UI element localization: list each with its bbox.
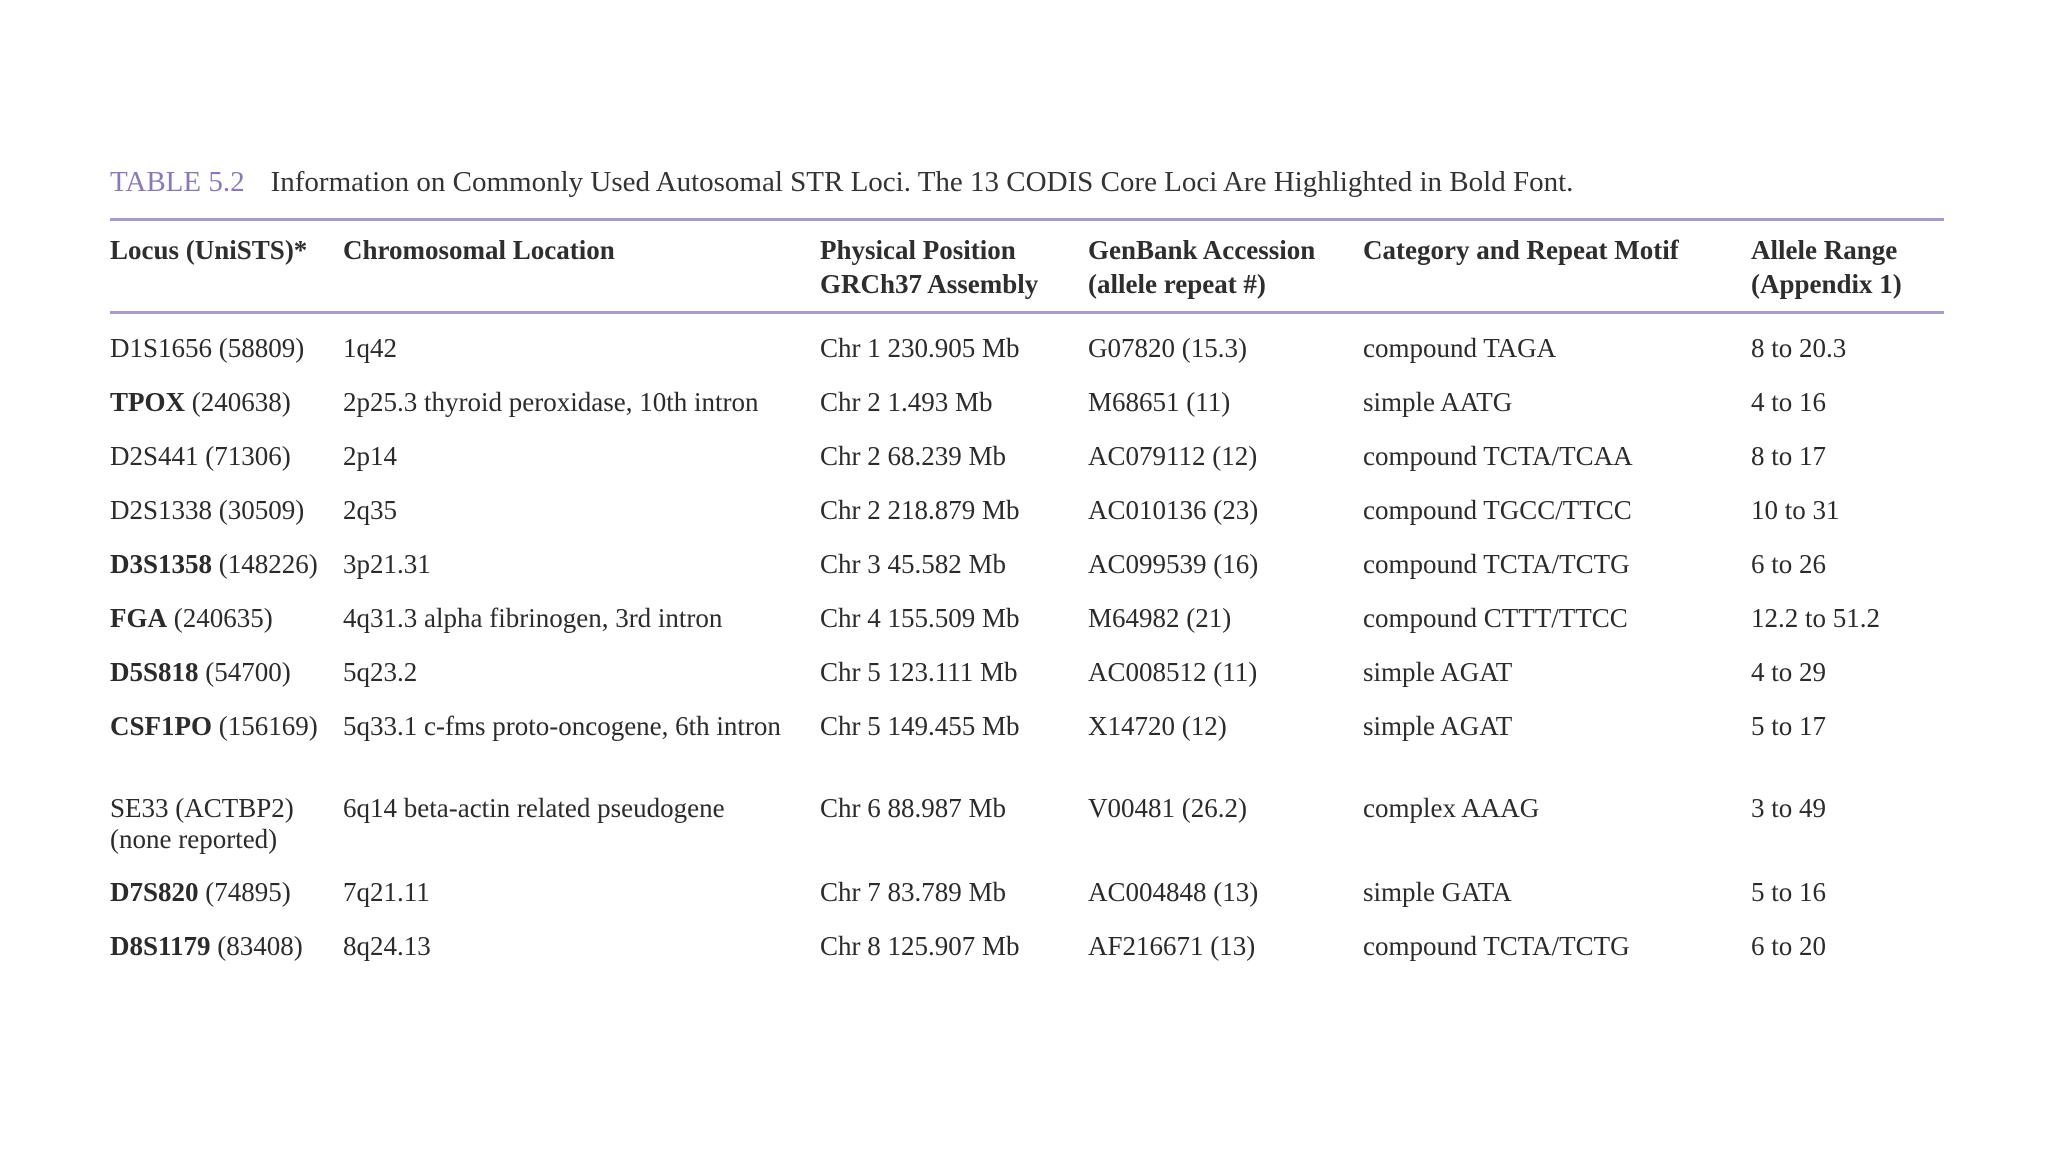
genbank-cell: AC004848 (13) bbox=[1088, 877, 1259, 907]
header-top-rule bbox=[110, 218, 1944, 221]
genbank-cell: M64982 (21) bbox=[1088, 603, 1232, 633]
motif-cell: compound CTTT/TTCC bbox=[1363, 603, 1628, 633]
range-cell: 8 to 17 bbox=[1751, 441, 1827, 471]
motif-cell: simple GATA bbox=[1363, 877, 1512, 907]
motif-cell: simple AGAT bbox=[1363, 711, 1513, 741]
locus-cell: TPOX (240638) bbox=[110, 387, 291, 417]
genbank-cell: G07820 (15.3) bbox=[1088, 333, 1247, 363]
location-cell: 2p25.3 thyroid peroxidase, 10th intron bbox=[343, 387, 759, 417]
range-cell: 6 to 20 bbox=[1751, 931, 1827, 961]
table-row bbox=[110, 793, 1944, 877]
table-row bbox=[110, 603, 1944, 657]
location-cell: 2p14 bbox=[343, 441, 397, 471]
locus-cell: D7S820 (74895) bbox=[110, 877, 291, 907]
location-cell: 3p21.31 bbox=[343, 549, 431, 579]
range-cell: 5 to 16 bbox=[1751, 877, 1827, 907]
table-row bbox=[110, 387, 1944, 441]
table-row bbox=[110, 657, 1944, 711]
genbank-cell: AC008512 (11) bbox=[1088, 657, 1258, 687]
table-row bbox=[110, 931, 1944, 985]
caption-text: Information on Commonly Used Autosomal STR Loci. The 13 CODIS Core Loci Are Highlighted in Bold Font. bbox=[270, 166, 1574, 198]
header-category-motif: Category and Repeat Motif bbox=[1363, 235, 1679, 265]
position-cell: Chr 4 155.509 Mb bbox=[820, 603, 1020, 633]
range-cell: 5 to 17 bbox=[1751, 711, 1827, 741]
header-row bbox=[110, 225, 1944, 315]
location-cell: 6q14 beta-actin related pseudogene bbox=[343, 793, 725, 823]
header-genbank-accession: GenBank Accession (allele repeat #) bbox=[1088, 235, 1316, 299]
range-cell: 6 to 26 bbox=[1751, 549, 1827, 579]
position-cell: Chr 5 123.111 Mb bbox=[820, 657, 1018, 687]
locus-cell: FGA (240635) bbox=[110, 603, 273, 633]
table-row bbox=[110, 315, 1944, 387]
genbank-cell: M68651 (11) bbox=[1088, 387, 1231, 417]
location-cell: 5q23.2 bbox=[343, 657, 418, 687]
motif-cell: simple AATG bbox=[1363, 387, 1513, 417]
position-cell: Chr 5 149.455 Mb bbox=[820, 711, 1020, 741]
table-caption bbox=[110, 166, 1573, 199]
range-cell: 10 to 31 bbox=[1751, 495, 1840, 525]
range-cell: 12.2 to 51.2 bbox=[1751, 603, 1881, 633]
table-row bbox=[110, 441, 1944, 495]
header-physical-position: Physical Position GRCh37 Assembly bbox=[820, 235, 1039, 299]
position-cell: Chr 2 68.239 Mb bbox=[820, 441, 1007, 471]
genbank-cell: X14720 (12) bbox=[1088, 711, 1227, 741]
position-cell: Chr 3 45.582 Mb bbox=[820, 549, 1007, 579]
header-allele-range: Allele Range (Appendix 1) bbox=[1751, 235, 1902, 299]
range-cell: 8 to 20.3 bbox=[1751, 333, 1847, 363]
position-cell: Chr 7 83.789 Mb bbox=[820, 877, 1007, 907]
header-chromosomal-location: Chromosomal Location bbox=[343, 235, 615, 265]
locus-cell: SE33 (ACTBP2) (none reported) bbox=[110, 793, 294, 854]
motif-cell: compound TCTA/TCTG bbox=[1363, 549, 1630, 579]
position-cell: Chr 6 88.987 Mb bbox=[820, 793, 1007, 823]
table-label: TABLE 5.2 bbox=[110, 166, 245, 198]
table-row bbox=[110, 877, 1944, 931]
motif-cell: simple AGAT bbox=[1363, 657, 1513, 687]
genbank-cell: AC079112 (12) bbox=[1088, 441, 1258, 471]
position-cell: Chr 1 230.905 Mb bbox=[820, 333, 1020, 363]
range-cell: 3 to 49 bbox=[1751, 793, 1827, 823]
table-row bbox=[110, 549, 1944, 603]
genbank-cell: V00481 (26.2) bbox=[1088, 793, 1247, 823]
motif-cell: complex AAAG bbox=[1363, 793, 1540, 823]
range-cell: 4 to 29 bbox=[1751, 657, 1827, 687]
location-cell: 8q24.13 bbox=[343, 931, 431, 961]
table-row bbox=[110, 495, 1944, 549]
motif-cell: compound TAGA bbox=[1363, 333, 1557, 363]
motif-cell: compound TCTA/TCAA bbox=[1363, 441, 1633, 471]
locus-cell: CSF1PO (156169) bbox=[110, 711, 318, 741]
locus-cell: D2S1338 (30509) bbox=[110, 495, 305, 525]
locus-cell: D1S1656 (58809) bbox=[110, 333, 305, 363]
location-cell: 7q21.11 bbox=[343, 877, 430, 907]
str-loci-table bbox=[110, 225, 1944, 985]
motif-cell: compound TCTA/TCTG bbox=[1363, 931, 1630, 961]
location-cell: 1q42 bbox=[343, 333, 397, 363]
location-cell: 2q35 bbox=[343, 495, 397, 525]
location-cell: 4q31.3 alpha fibrinogen, 3rd intron bbox=[343, 603, 723, 633]
locus-cell: D8S1179 (83408) bbox=[110, 931, 303, 961]
position-cell: Chr 8 125.907 Mb bbox=[820, 931, 1020, 961]
motif-cell: compound TGCC/TTCC bbox=[1363, 495, 1632, 525]
locus-cell: D5S818 (54700) bbox=[110, 657, 291, 687]
genbank-cell: AC099539 (16) bbox=[1088, 549, 1259, 579]
genbank-cell: AC010136 (23) bbox=[1088, 495, 1259, 525]
header-locus: Locus (UniSTS)* bbox=[110, 235, 308, 265]
range-cell: 4 to 16 bbox=[1751, 387, 1827, 417]
location-cell: 5q33.1 c-fms proto-oncogene, 6th intron bbox=[343, 711, 781, 741]
table-row bbox=[110, 711, 1944, 793]
genbank-cell: AF216671 (13) bbox=[1088, 931, 1256, 961]
position-cell: Chr 2 218.879 Mb bbox=[820, 495, 1020, 525]
position-cell: Chr 2 1.493 Mb bbox=[820, 387, 993, 417]
locus-cell: D3S1358 (148226) bbox=[110, 549, 318, 579]
locus-cell: D2S441 (71306) bbox=[110, 441, 291, 471]
